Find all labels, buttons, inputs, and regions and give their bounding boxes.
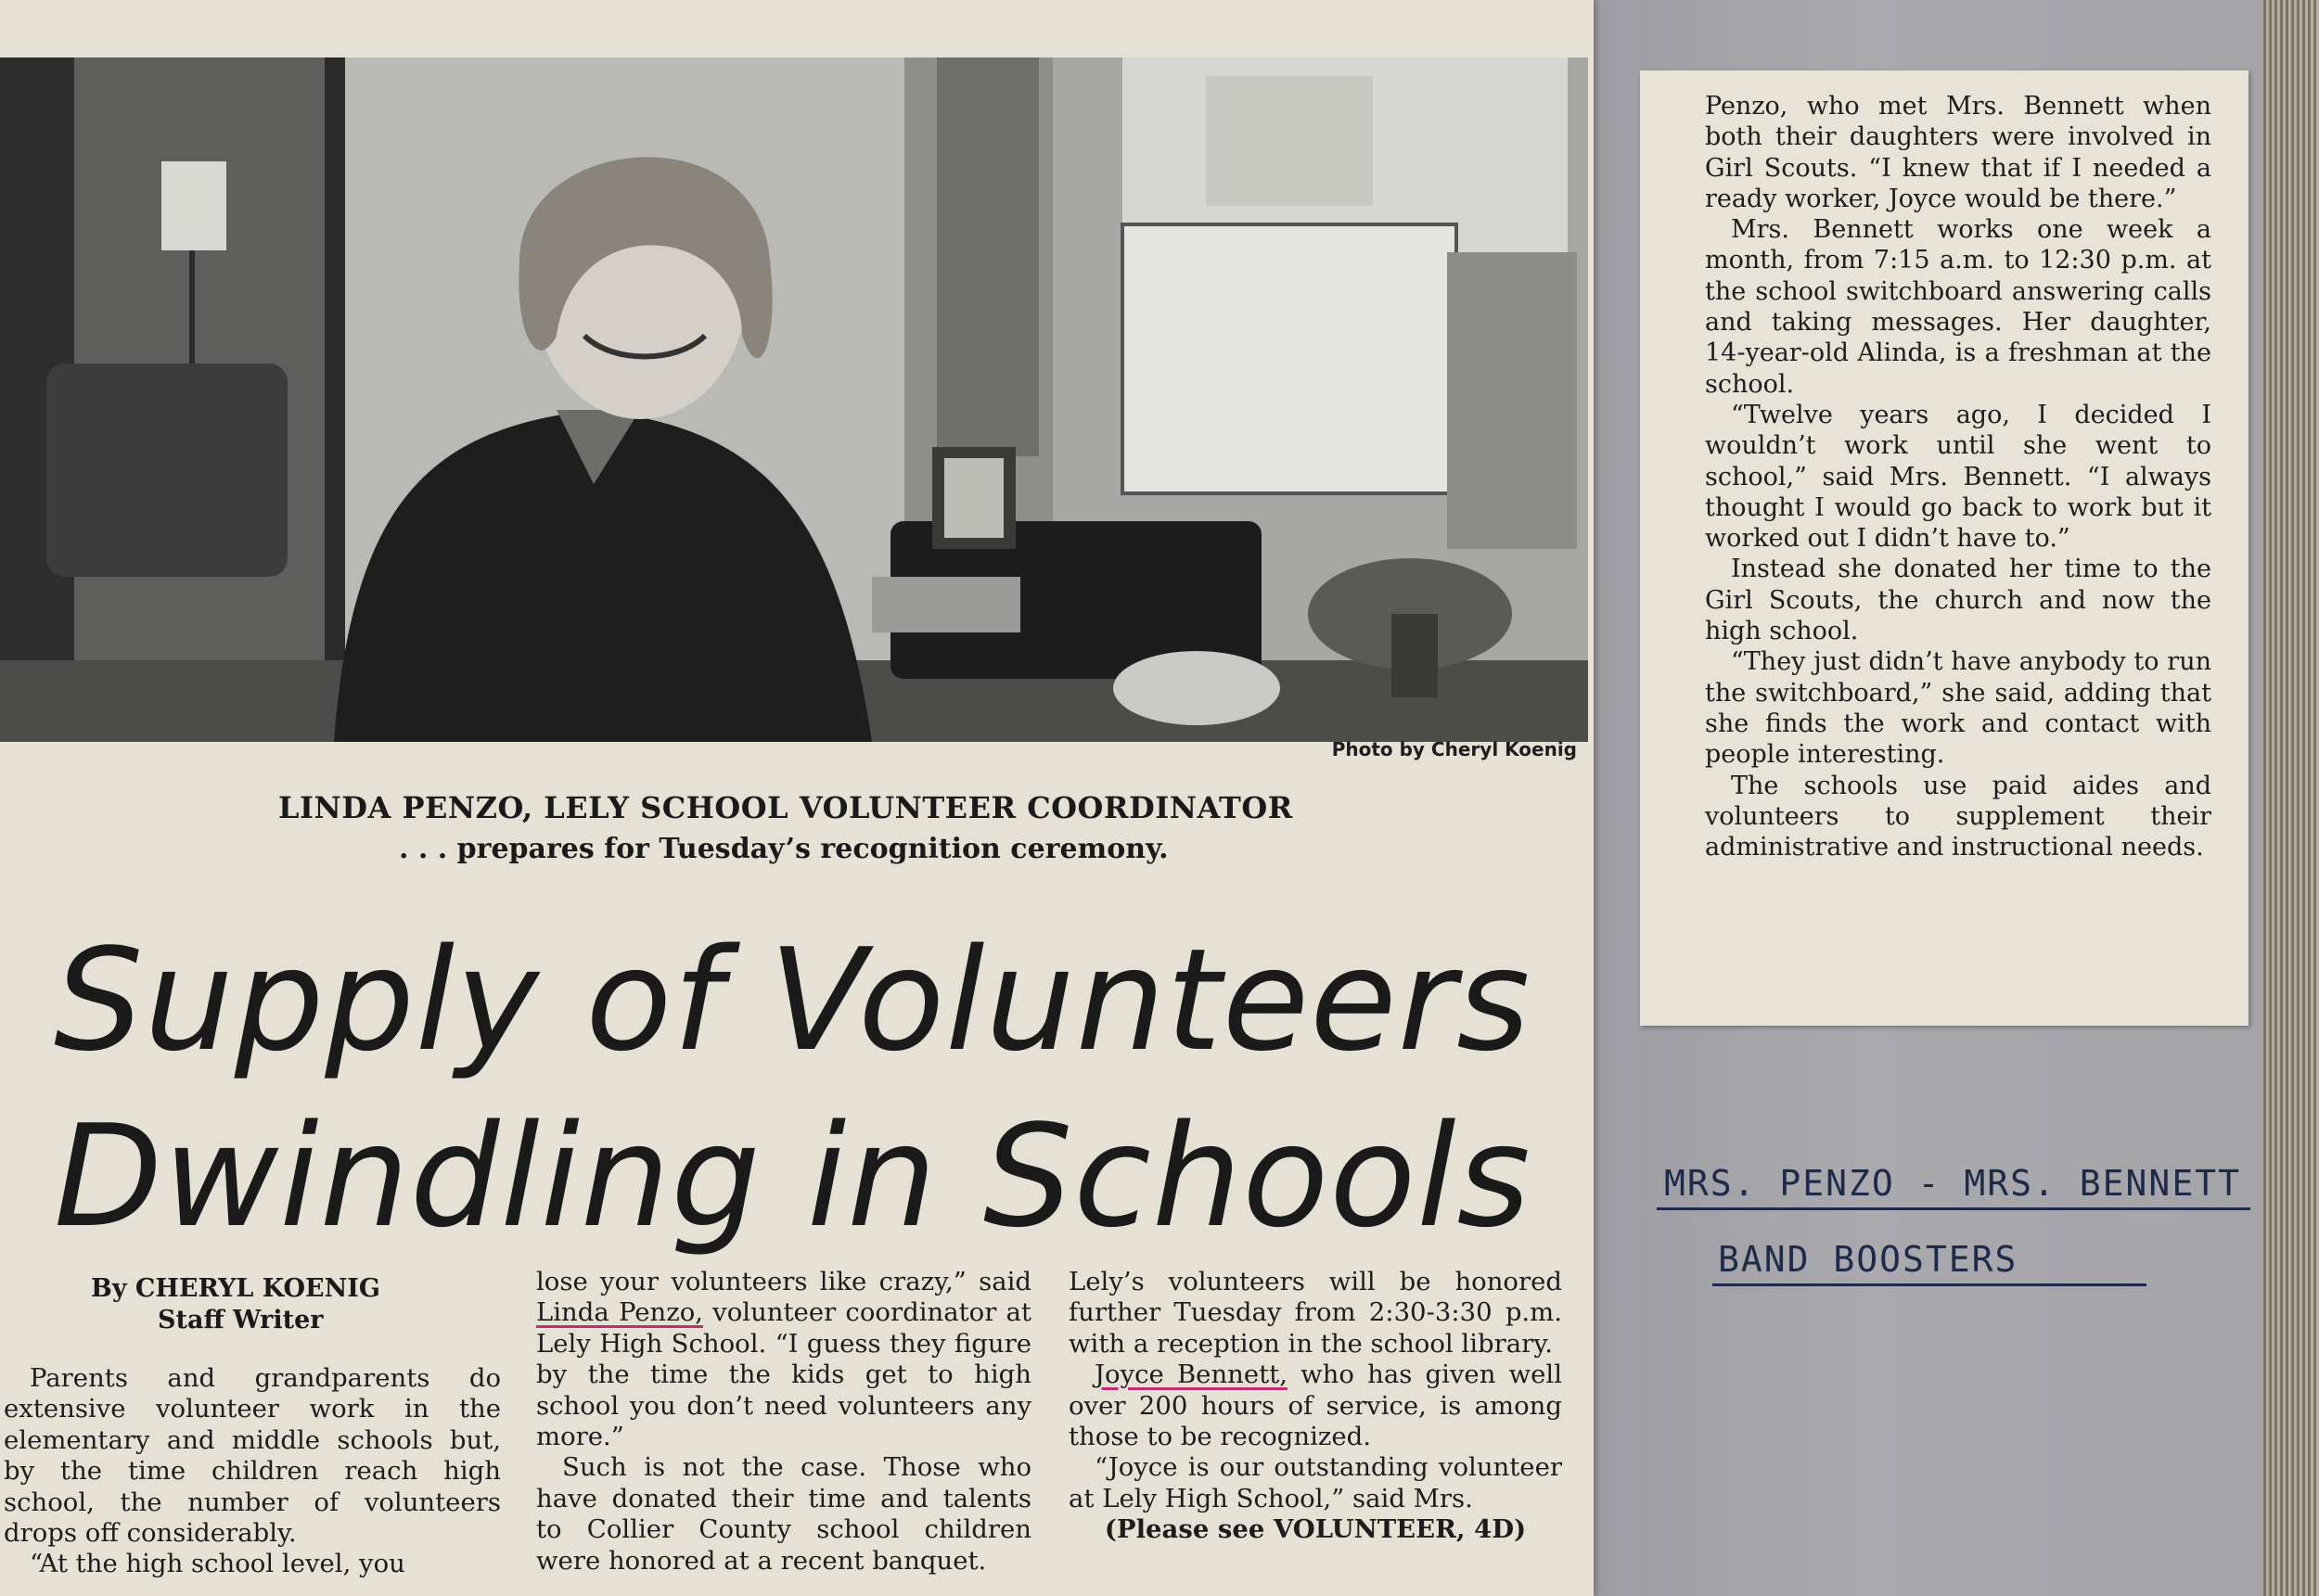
text-run: volunteer coordinator at Lely High School. “I guess they figure by the time the kids get to high school you don’t need volunteers any more.”	[536, 1297, 1031, 1452]
paragraph: “They just didn’t have anybody to run the switchboard,” she said, adding that she finds the work and contact with people interesting.	[1705, 647, 2211, 770]
article-photo	[0, 57, 1588, 742]
continuation-column	[1705, 91, 2211, 862]
byline-author: By CHERYL KOENIG	[91, 1274, 380, 1303]
paragraph: Lely’s volunteers will be honored further Tuesday from 2:30-3:30 p.m. with a reception in the school library.	[1069, 1267, 1562, 1359]
photo-caption-title: LINDA PENZO, LELY SCHOOL VOLUNTEER COORDINATOR	[278, 790, 1293, 825]
paragraph: “Joyce is our outstanding volunteer at Lely High School,” said Mrs.	[1069, 1452, 1562, 1513]
underlined-name-penzo: Linda Penzo,	[536, 1297, 703, 1328]
paragraph	[536, 1267, 1031, 1452]
article-column-2	[536, 1267, 1031, 1577]
continuation-note: (Please see VOLUNTEER, 4D)	[1104, 1514, 1527, 1545]
handwritten-note-names: MRS. PENZO - MRS. BENNETT	[1664, 1163, 2241, 1204]
paragraph: “At the high school level, you	[30, 1549, 405, 1579]
paragraph: Such is not the case. Those who have donated their time and talents to Collier County school children were honored at a recent banquet.	[536, 1452, 1031, 1576]
article-column-1	[4, 1363, 501, 1580]
paragraph: “Twelve years ago, I decided I wouldn’t work until she went to school,” said Mrs. Bennett. “I always thought I would go back to work but it worked out I didn’t have to.”	[1705, 400, 2211, 554]
paragraph: Parents and grandparents do extensive volunteer work in the elementary and middle schools but, by the time children reach high school, the number of volunteers drops off considerably.	[4, 1363, 501, 1549]
photo-credit: Photo by Cheryl Koenig	[1331, 738, 1577, 760]
handwritten-underline	[1657, 1207, 2250, 1210]
paragraph: Mrs. Bennett works one week a month, from 7:15 a.m. to 12:30 p.m. at the school switchboard answering calls and taking messages. Her daughter, 14-year-old Alinda, is a freshman at the school.	[1705, 215, 2211, 399]
underlined-name-bennett: Joyce Bennett,	[1095, 1360, 1288, 1390]
paragraph: Penzo, who met Mrs. Bennett when both their daughters were involved in Girl Scouts. “I knew that if I needed a ready worker, Joyce would be there.”	[1705, 92, 2211, 213]
paragraph: Instead she donated her time to the Girl Scouts, the church and now the high school.	[1705, 555, 2211, 646]
photo-illustration	[0, 57, 1588, 742]
scrapbook-page-edges	[2263, 0, 2319, 1596]
photo-caption-subtitle: . . . prepares for Tuesday’s recognition ceremony.	[399, 833, 1169, 865]
text-run: who has given well over 200 hours of service, is among those to be recognized.	[1069, 1360, 1562, 1452]
byline-title: Staff Writer	[158, 1306, 324, 1334]
paragraph: The schools use paid aides and volunteers to supplement their administrative and instructional needs.	[1705, 771, 2211, 862]
handwritten-note-group: BAND BOOSTERS	[1718, 1239, 2018, 1280]
headline-line-1: Supply of Volunteers	[54, 918, 1531, 1082]
text-run: lose your volunteers like crazy,” said	[536, 1267, 1031, 1296]
handwritten-underline	[1712, 1283, 2146, 1286]
paragraph	[1069, 1360, 1562, 1452]
article-column-3	[1069, 1267, 1562, 1546]
headline-line-2: Dwindling in Schools	[54, 1094, 1531, 1258]
